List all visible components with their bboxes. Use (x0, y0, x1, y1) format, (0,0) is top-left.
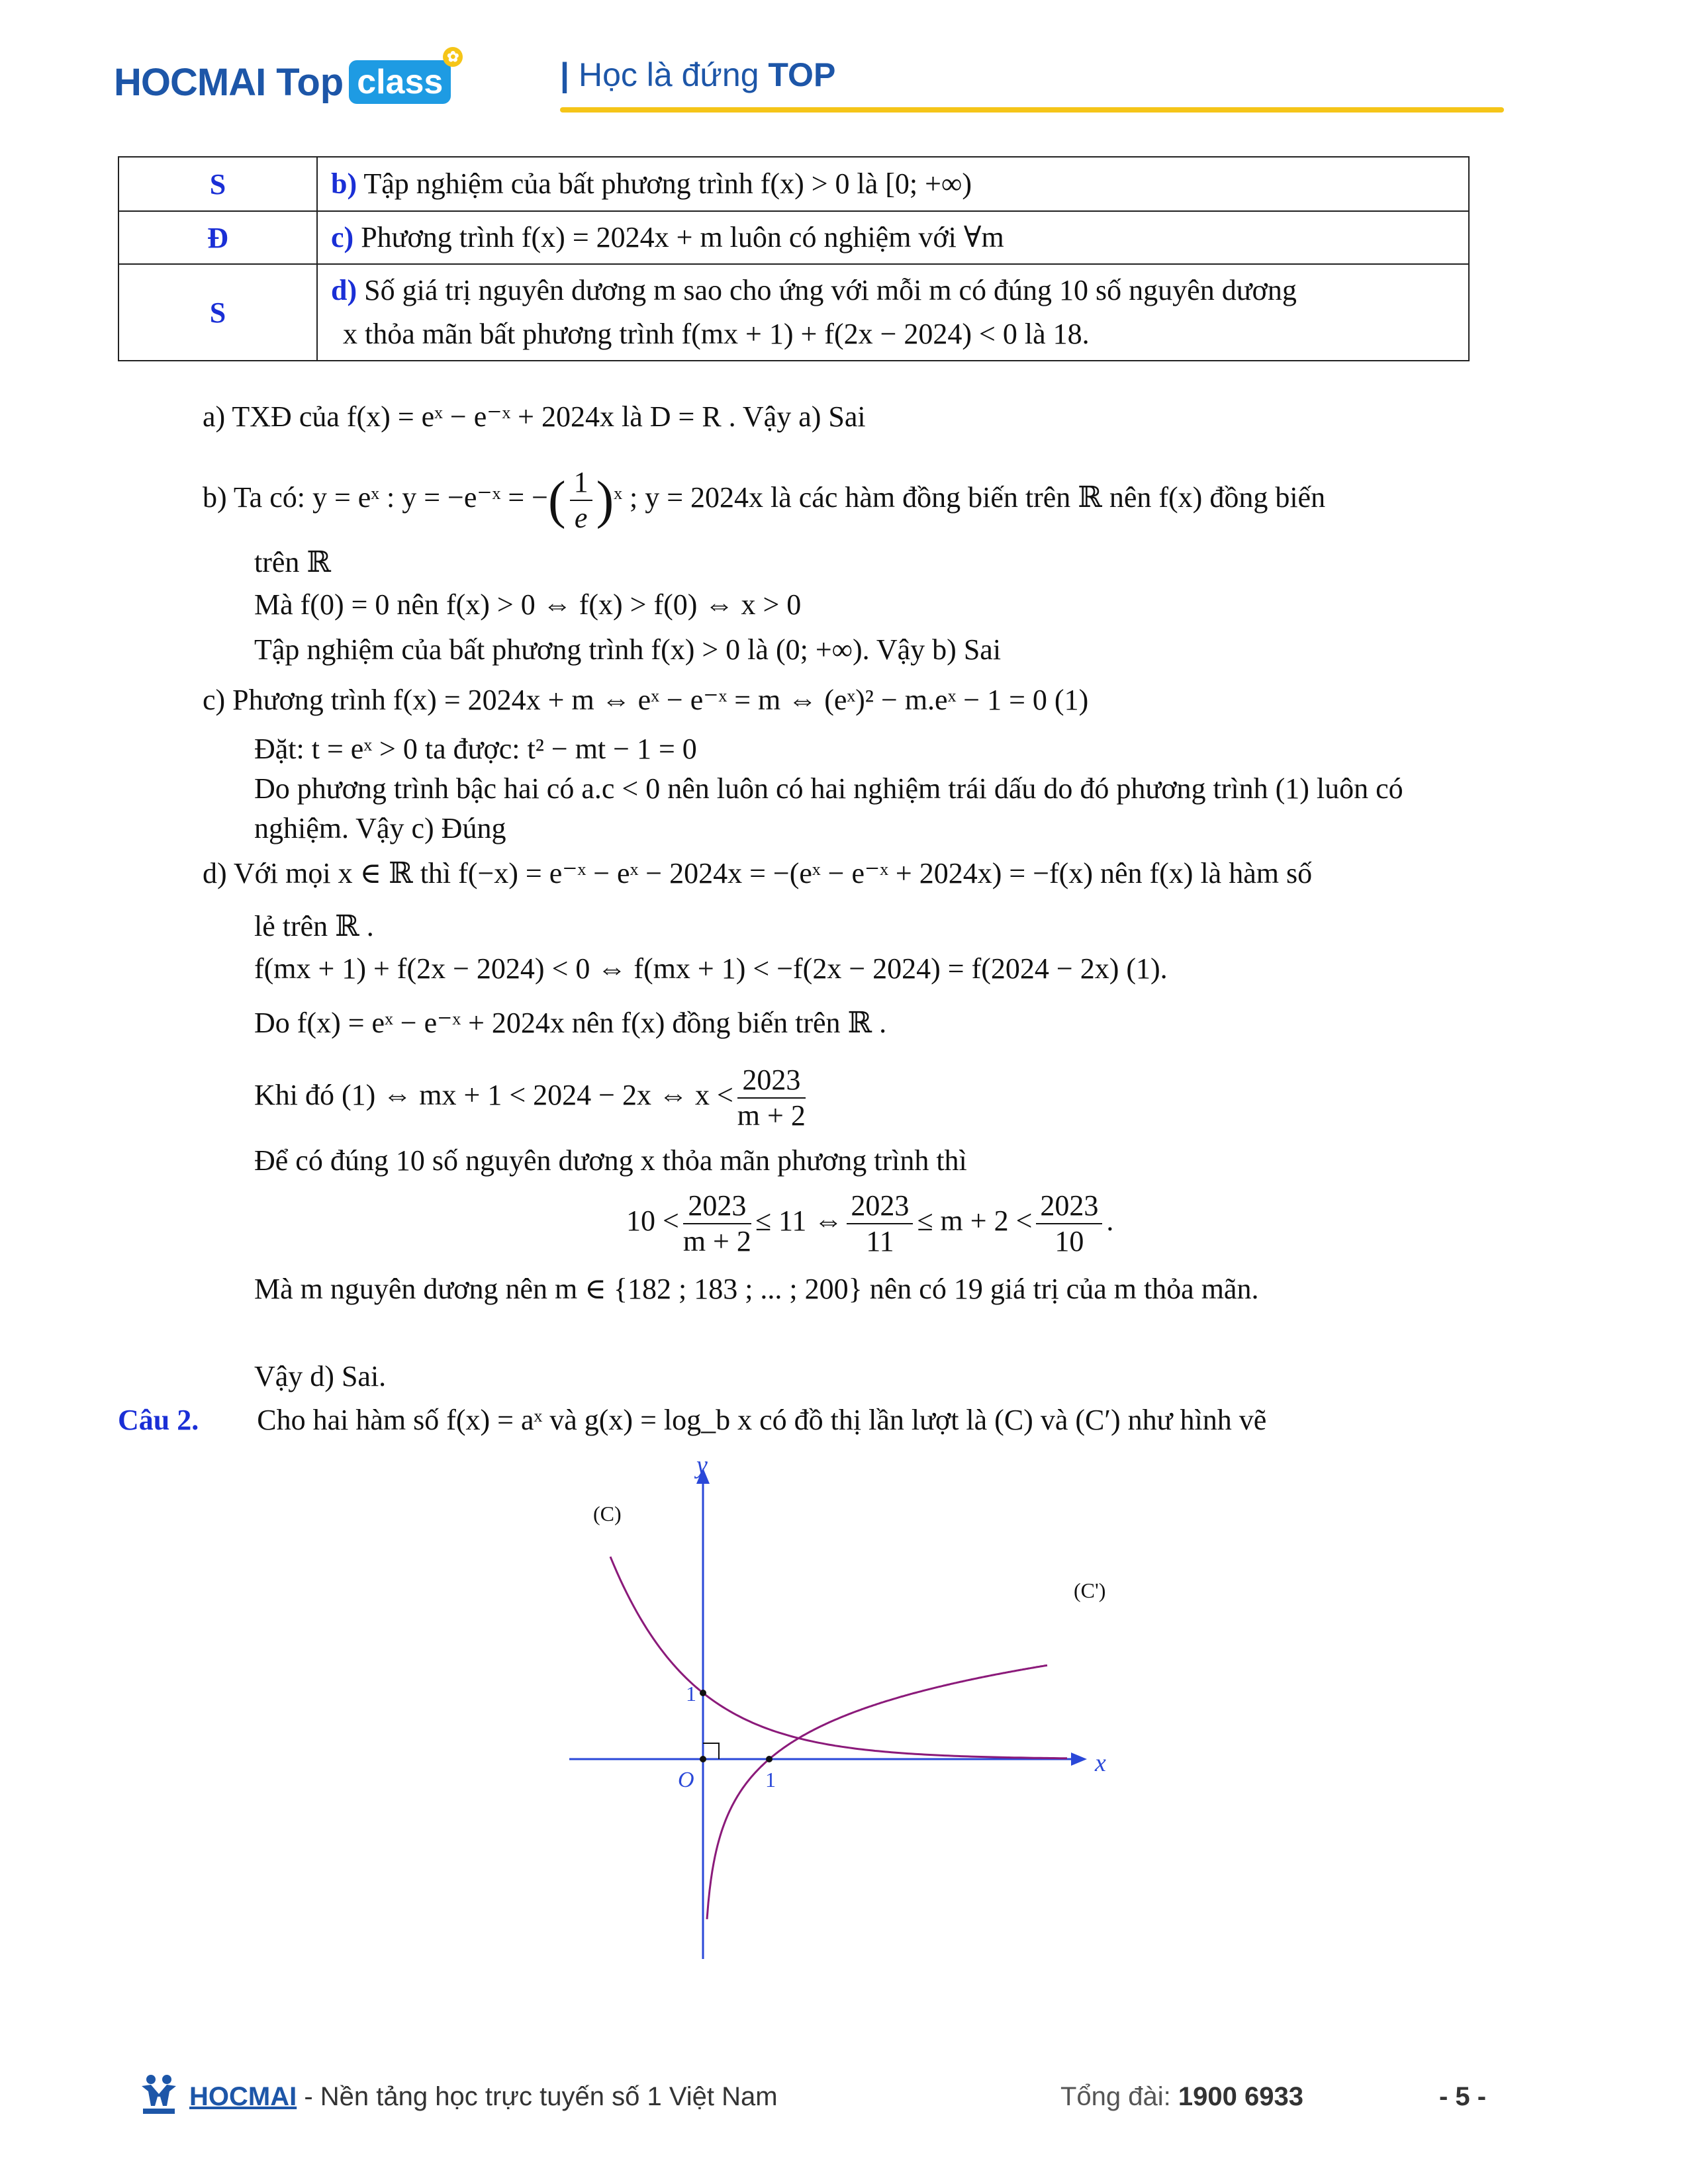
d7-b: ≤ 11 ⇔ (755, 1205, 843, 1237)
point-1-0 (766, 1756, 773, 1762)
b1-pre: b) Ta có: y = eˣ : y = −e⁻ˣ = − (203, 481, 548, 514)
footer-hotline (1060, 2082, 1303, 2112)
fraction-c (1036, 1189, 1102, 1259)
solution-d-line4: Do f(x) = eˣ − e⁻ˣ + 2024x nên f(x) đồng biến trên ℝ . (254, 1007, 887, 1039)
frac-num: 2023 (737, 1063, 806, 1099)
logo-top: Top (276, 60, 344, 104)
frac-num: 2023 (683, 1189, 751, 1224)
solution-b-line1: b) Ta có: y = eˣ : y = −e⁻ˣ = −( $\frac{1}{e}$ )ˣ ; y = 2024x là các hàm đồng biến trên ℝ nên f(x) đồng biến (203, 465, 1326, 534)
logo-brand: HOCMAI (114, 60, 266, 104)
x-one-label: 1 (765, 1768, 776, 1792)
y-one-label: 1 (686, 1682, 696, 1706)
footer-tagline-text: - Nền tảng học trực tuyến số 1 Việt Nam (297, 2082, 778, 2111)
frac-den: 11 (866, 1224, 894, 1257)
frac-num: 2023 (847, 1189, 913, 1224)
table-row (118, 211, 1469, 264)
solution-d-line2: lẻ trên ℝ . (254, 910, 374, 942)
curve-c-exponential (610, 1557, 1067, 1758)
row-statement (317, 264, 1469, 361)
row-key: c) (331, 221, 354, 253)
fraction-a (683, 1189, 751, 1259)
solution-c-line2: Đặt: t = eˣ > 0 ta được: t² − mt − 1 = 0 (254, 733, 697, 765)
frac-den: 10 (1055, 1224, 1084, 1257)
x-axis-arrow (1071, 1752, 1087, 1766)
row-verdict: S (118, 157, 317, 211)
d7-d: . (1106, 1205, 1114, 1237)
hotline-label: Tổng đài: (1060, 2082, 1178, 2111)
right-angle-mark (703, 1743, 719, 1759)
frac-num: 2023 (1036, 1189, 1102, 1224)
solution-b-line4: Tập nghiệm của bất phương trình f(x) > 0 là (0; +∞). Vậy b) Sai (254, 633, 1002, 666)
row-verdict: Đ (118, 211, 317, 264)
row-text: Phương trình f(x) = 2024x + m luôn có nghiệm với ∀m (361, 221, 1004, 253)
y-axis-label: y (696, 1456, 708, 1479)
solution-d-line8: Mà m nguyên dương nên m ∈ {182 ; 183 ; ... ; 200} nên có 19 giá trị của m thỏa mãn. (254, 1273, 1259, 1305)
footer-tagline (189, 2082, 778, 2112)
row-statement (317, 211, 1469, 264)
d7-a: 10 < (626, 1205, 679, 1237)
solution-d-line5 (254, 1059, 810, 1133)
solution-d-line6: Để có đúng 10 số nguyên dương x thỏa mãn phương trình thì (254, 1144, 967, 1177)
table-row (118, 157, 1469, 211)
row-text: Số giá trị nguyên dương m sao cho ứng với mỗi m có đúng 10 số nguyên dương (364, 274, 1297, 306)
divider-bar: | (560, 56, 569, 93)
hocmai-topclass-logo (114, 48, 459, 109)
solution-d-line7 (626, 1185, 1113, 1259)
logo-class-text: class (357, 63, 444, 101)
answer-table (118, 156, 1470, 361)
frac-num: 1 (570, 465, 592, 501)
footer-brand-link[interactable]: HOCMAI (189, 2082, 297, 2111)
frac-den: e (574, 501, 588, 534)
point-origin (700, 1756, 706, 1762)
solution-b-line3: Mà f(0) = 0 nên f(x) > 0 ⇔ f(x) > f(0) ⇔ x > 0 (254, 588, 802, 621)
solution-c-line3: Do phương trình bậc hai có a.c < 0 nên luôn có hai nghiệm trái dấu do đó phương trình (1) luôn có (254, 772, 1403, 805)
hocmai-footer-logo-icon (136, 2071, 181, 2116)
table-row (118, 264, 1469, 361)
header-underline (560, 107, 1504, 113)
question-2 (118, 1400, 1266, 1440)
fraction-2023-over-m2 (737, 1063, 806, 1133)
slogan-prefix: Học là đứng (579, 56, 759, 93)
row-text-2: x thỏa mãn bất phương trình f(mx + 1) + f(2x − 2024) < 0 là 18. (343, 318, 1090, 350)
origin-label: O (678, 1768, 694, 1792)
row-key: b) (331, 167, 357, 200)
frac-den: m + 2 (682, 1224, 751, 1257)
frac-den: m + 2 (737, 1099, 806, 1132)
slogan-strong: TOP (768, 56, 836, 93)
solution-d-line9: Vậy d) Sai. (254, 1360, 387, 1392)
question-text: Cho hai hàm số f(x) = aˣ và g(x) = log_b x có đồ thị lần lượt là (C) và (C′) như hình vẽ (257, 1404, 1267, 1436)
question-label: Câu 2. (118, 1404, 199, 1436)
function-graph (549, 1456, 1119, 1972)
fraction-1-over-e (570, 465, 592, 535)
fraction-b (847, 1189, 913, 1259)
row-key: d) (331, 274, 357, 306)
row-verdict: S (118, 264, 317, 361)
curve-c-label: (C) (593, 1502, 622, 1525)
solution-c-line4: nghiệm. Vậy c) Đúng (254, 812, 506, 844)
page-number: - 5 - (1439, 2082, 1487, 2111)
d7-c: ≤ m + 2 < (917, 1205, 1033, 1237)
solution-d-line1: d) Với mọi x ∈ ℝ thì f(−x) = e⁻ˣ − eˣ − 2024x = −(eˣ − e⁻ˣ + 2024x) = −f(x) nên f(x) là hàm số (203, 857, 1313, 889)
solution-c-line1: c) Phương trình f(x) = 2024x + m ⇔ eˣ − e⁻ˣ = m ⇔ (eˣ)² − m.eˣ − 1 = 0 (1) (203, 684, 1089, 716)
page-footer (136, 2078, 1493, 2118)
row-statement (317, 157, 1469, 211)
logo-class-badge (349, 48, 459, 104)
point-0-1 (700, 1690, 706, 1696)
solution-a: a) TXĐ của f(x) = eˣ − e⁻ˣ + 2024x là D = R . Vậy a) Sai (203, 400, 866, 433)
d5-pre: Khi đó (1) ⇔ mx + 1 < 2024 − 2x ⇔ x < (254, 1079, 733, 1111)
hotline-number: 1900 6933 (1178, 2082, 1303, 2111)
curve-c-prime-logarithm (707, 1665, 1047, 1919)
curve-c-prime-label: (C') (1074, 1578, 1106, 1602)
solution-d-line3: f(mx + 1) + f(2x − 2024) < 0 ⇔ f(mx + 1) < −f(2x − 2024) = f(2024 − 2x) (1). (254, 952, 1168, 985)
row-text: Tập nghiệm của bất phương trình f(x) > 0 là [0; +∞) (363, 167, 972, 200)
solution-b-line2: trên ℝ (254, 546, 331, 578)
header-slogan (560, 56, 835, 94)
star-icon: ✿ (443, 47, 463, 67)
b1-post: ˣ ; y = 2024x là các hàm đồng biến trên ℝ nên f(x) đồng biến (614, 481, 1326, 514)
x-axis-label: x (1095, 1749, 1106, 1777)
